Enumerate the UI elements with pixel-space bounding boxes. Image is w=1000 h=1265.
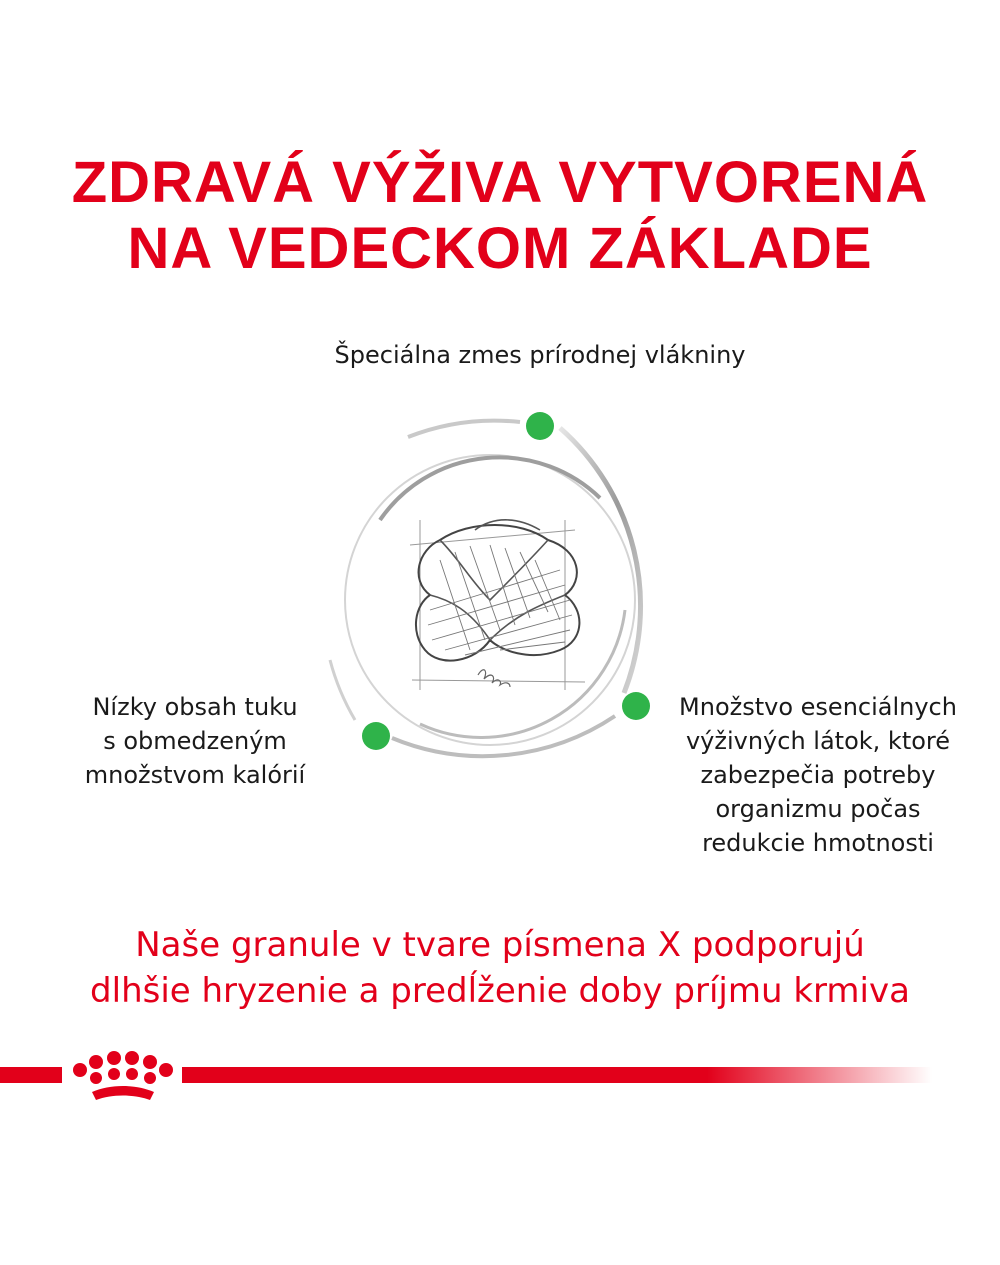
green-dot-top [526,412,554,440]
benefit-nutrients-line-1: Množstvo esenciálnych [679,693,957,721]
benefit-fiber-line-1: Špeciálna zmes prírodnej vlákniny [334,341,746,369]
benefit-nutrients-line-2: výživných látok, ktoré [685,727,951,755]
benefit-nutrients-line-4: organizmu počas [715,795,921,823]
footer-rule-right [182,1067,932,1083]
green-dot-right [622,692,650,720]
benefit-nutrients-line-5: redukcie hmotnosti [702,829,934,857]
footer-brand-rule [0,1040,1000,1110]
crown-icon [73,1051,173,1100]
footer-rule-left [0,1067,62,1083]
tagline-line-2: dlhšie hryzenie a predĺženie doby príjmu krmiva [90,971,910,1011]
headline-line-1: ZDRAVÁ VÝŽIVA VYTVORENÁ [71,150,929,215]
benefit-low-fat-label [30,690,360,792]
headline-line-2: NA VEDECKOM ZÁKLADE [127,216,873,281]
green-dot-left [362,722,390,750]
benefit-low-fat-line-1: Nízky obsah tuku [92,693,298,721]
benefit-low-fat-line-2: s obmedzeným [103,727,287,755]
benefit-nutrients-label [648,690,988,860]
benefit-nutrients-line-3: zabezpečia potreby [700,761,936,789]
tagline [0,922,1000,1014]
tagline-line-1: Naše granule v tvare písmena X podporujú [135,925,865,965]
benefit-low-fat-line-3: množstvom kalórií [84,761,306,789]
